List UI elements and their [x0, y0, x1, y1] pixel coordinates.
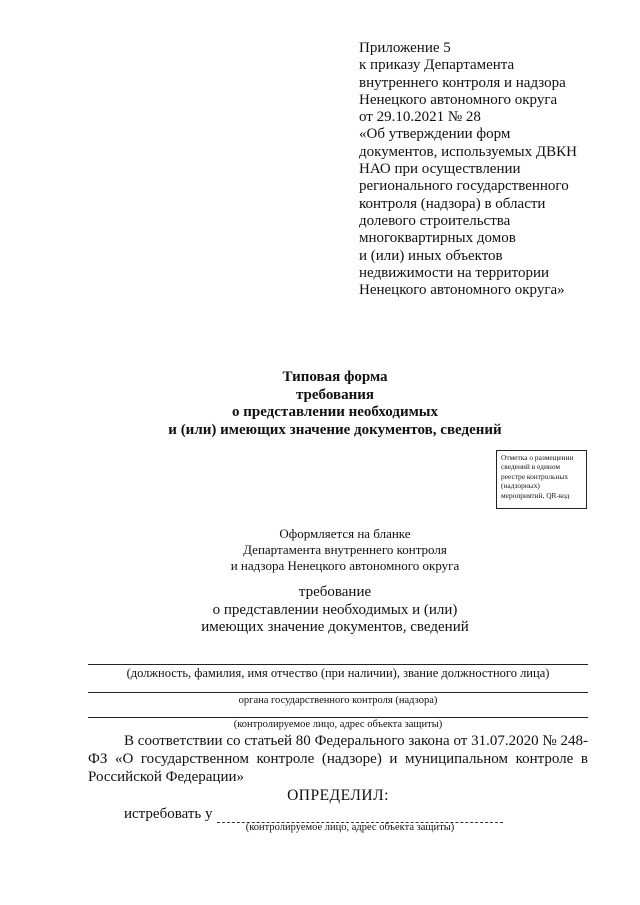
appendix-line: многоквартирных домов	[359, 230, 516, 247]
requirement-heading-line: требование	[298, 584, 372, 600]
appendix-line: к приказу Департамента	[359, 57, 515, 74]
controlled-person-caption: (контролируемое лицо, адрес объекта защиты)	[233, 719, 443, 730]
appendix-reference	[359, 40, 629, 299]
stamp-line: сведений в едином	[501, 462, 561, 472]
appendix-line: и (или) иных объектов	[359, 247, 503, 264]
appendix-line: недвижимости на территории	[359, 264, 550, 281]
letterhead-note-line: Департамента внутреннего контроля	[243, 542, 447, 557]
letterhead-note	[0, 526, 640, 574]
letterhead-note-line: и надзора Ненецкого автономного округа	[230, 558, 460, 573]
requirement-heading-line: имеющих значение документов, сведений	[201, 619, 469, 635]
appendix-line: от 29.10.2021 № 28	[359, 109, 481, 126]
appendix-line: документов, используемых ДВКН	[359, 143, 577, 160]
letterhead-note-line: Оформляется на бланке	[279, 526, 411, 541]
appendix-line: НАО при осуществлении	[359, 161, 521, 178]
stamp-line: реестре контрольных	[501, 471, 569, 481]
demand-label: истребовать у	[124, 806, 213, 822]
registry-qr-stamp-box	[496, 450, 587, 509]
demand-fill-line[interactable]	[217, 808, 503, 823]
authority-caption: органа государственного контроля (надзора)	[238, 695, 438, 706]
demand-caption: (контролируемое лицо, адрес объекта защиты)	[245, 822, 455, 833]
appendix-line: контроля (надзора) в области	[359, 195, 546, 212]
legal-basis-paragraph	[88, 732, 588, 786]
official-fill-line[interactable]	[88, 664, 588, 665]
document-title	[0, 369, 640, 439]
authority-fill-line[interactable]	[88, 692, 588, 693]
appendix-line: Ненецкого автономного округа»	[359, 282, 565, 299]
title-line: и (или) имеющих значение документов, сведений	[168, 421, 502, 438]
stamp-line: (надзорных)	[501, 481, 540, 491]
demand-row	[124, 806, 594, 823]
decided-heading: ОПРЕДЕЛИЛ:	[287, 787, 389, 804]
legal-basis-text: В соответствии со статьей 80 Федерального закона от 31.07.2020 № 248-ФЗ «О государственном контроле (надзоре) и муниципальном контроле в Российской Федерации»	[88, 733, 588, 785]
requirement-heading-line: о представлении необходимых и (или)	[212, 601, 458, 618]
appendix-line: Ненецкого автономного округа	[359, 91, 558, 108]
stamp-line: мероприятий, QR-код	[501, 490, 570, 500]
title-line: Типовая форма	[282, 369, 388, 385]
official-caption: (должность, фамилия, имя отчество (при наличии), звание должностного лица)	[126, 666, 550, 680]
appendix-line: регионального государственного	[359, 178, 569, 195]
requirement-heading	[0, 584, 640, 637]
title-line: о представлении необходимых	[231, 404, 439, 420]
appendix-line: Приложение 5	[359, 40, 451, 56]
controlled-person-fill-line[interactable]	[88, 717, 588, 718]
stamp-line: Отметка о размещении	[501, 453, 574, 462]
appendix-line: внутреннего контроля и надзора	[359, 74, 566, 91]
title-line: требования	[296, 386, 374, 403]
appendix-line: долевого строительства	[359, 212, 511, 229]
appendix-line: «Об утверждении форм	[359, 126, 511, 143]
